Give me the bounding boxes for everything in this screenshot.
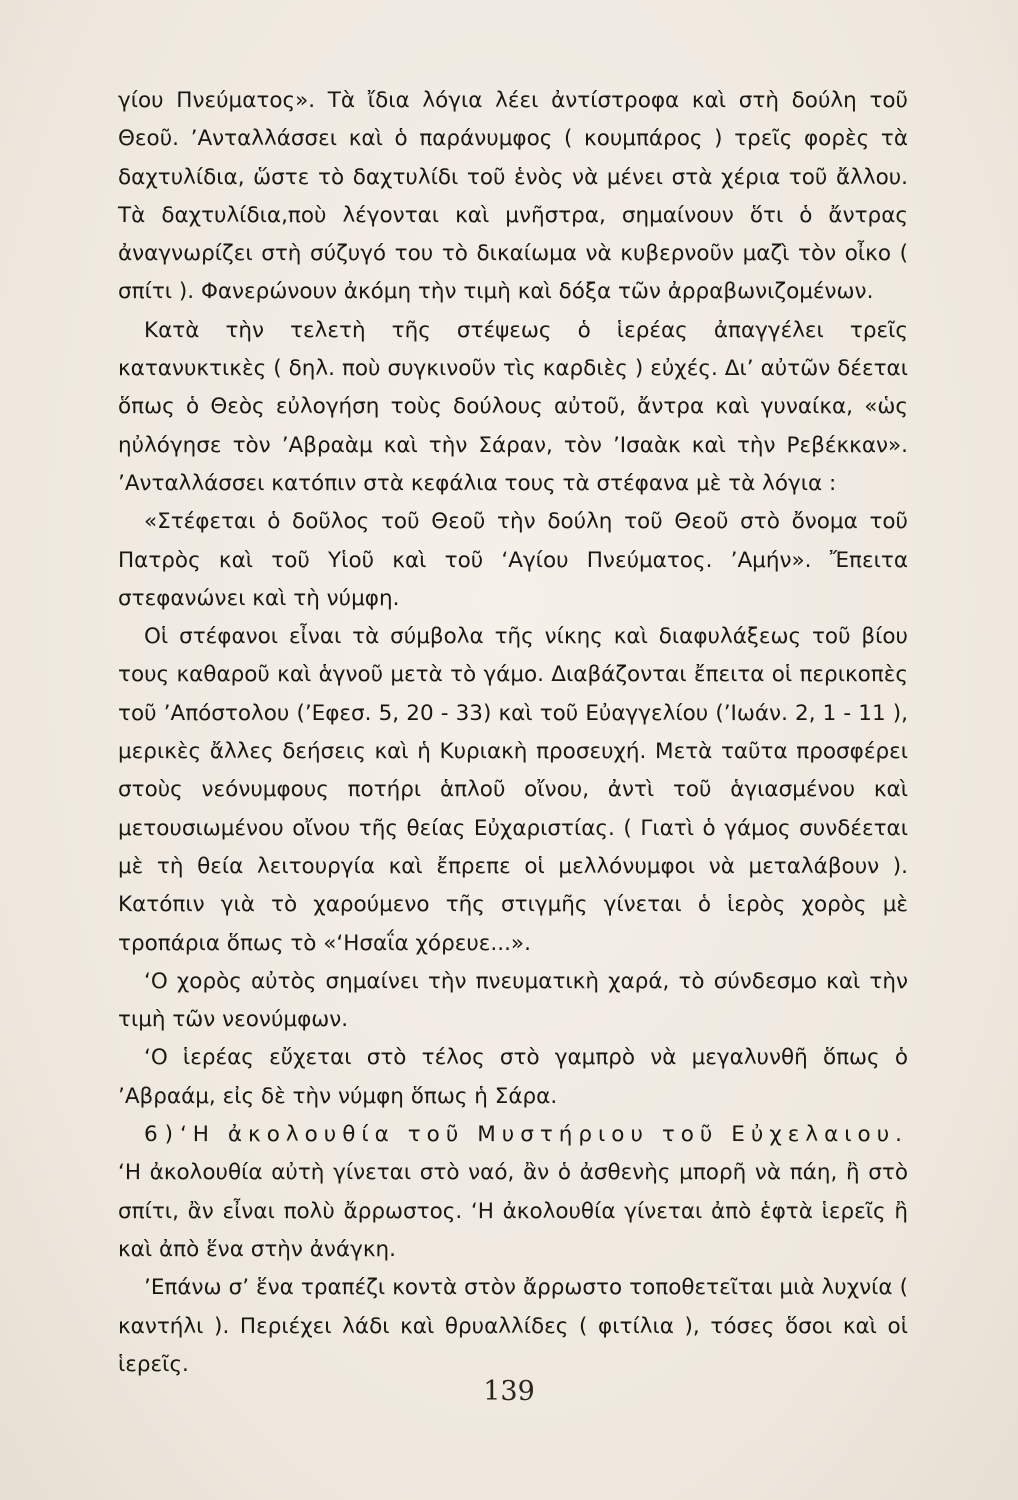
page-number: 139 xyxy=(483,1376,535,1407)
section-heading: ‘Η ἀκολουθία τοῦ Μυστήριου τοῦ Εὐχελαιου. xyxy=(179,1122,908,1148)
paragraph: «Στέφεται ὁ δοῦλος τοῦ Θεοῦ τὴν δούλη τοῦ Θεοῦ στὸ ὄνομα τοῦ Πατρὸς καὶ τοῦ Υἱοῦ καὶ τοῦ ‘Αγίου Πνεύματος. ’Αμήν». Ἔπειτα στεφανώνει καὶ τὴ νύμφη. xyxy=(118,509,908,611)
paragraph: ’Επάνω σ’ ἕνα τραπέζι κοντὰ στὸν ἄρρωστο τοποθετεῖται μιὰ λυχνία ( καντήλι ). Περιέχει λάδι καὶ θρυαλλίδες ( φιτίλια ), τόσες ὅσοι καὶ οἱ ἱερεῖς. xyxy=(118,1275,908,1377)
paragraph: γίου Πνεύματος». Τὰ ἴδια λόγια λέει ἀντίστροφα καὶ στὴ δούλη τοῦ Θεοῦ. ’Ανταλλάσσει καὶ ὁ παράνυμφος ( κουμπάρος ) τρεῖς φορὲς τὰ δαχτυλίδια, ὥστε τὸ δαχτυλίδι τοῦ ἑνὸς νὰ μένει στὰ χέρια τοῦ ἄλλου. Τὰ δαχτυλίδια,ποὺ λέγονται καὶ μνῆστρα, σημαίνουν ὅτι ὁ ἄντρας ἀναγνωρίζει στὴ σύζυγό του τὸ δικαίωμα νὰ κυβερνοῦν μαζὶ τὸν οἶκο ( σπίτι ). Φανερώνουν ἀκόμη τὴν τιμὴ καὶ δόξα τῶν ἀρραβωνιζομένων. xyxy=(118,88,908,305)
paragraph: ‘Ο ἱερέας εὔχεται στὸ τέλος στὸ γαμπρὸ νὰ μεγαλυνθῆ ὅπως ὁ ’Αβραάμ, εἰς δὲ τὴν νύμφη ὅπως ἡ Σάρα. xyxy=(118,1045,908,1109)
paragraph: ‘Ο χορὸς αὐτὸς σημαίνει τὴν πνευματικὴ χαρά, τὸ σύνδεσμο καὶ τὴν τιμὴ τῶν νεονύμφων. xyxy=(118,968,908,1033)
paragraph: Κατὰ τὴν τελετὴ τῆς στέψεως ὁ ἱερέας ἀπαγγέλει τρεῖς κατανυκτικὲς ( δηλ. ποὺ συγκινοῦν τὶς καρδιὲς ) εὐχές. Δι’ αὐτῶν δέεται ὅπως ὁ Θεὸς εὐλογήση τοὺς δούλους αὐτοῦ, ἄντρα καὶ γυναίκα, «ὡς ηὐλόγησε τὸν ’Αβραὰμ καὶ τὴν Σάραν, τὸν ’Ισαὰκ καὶ τὴν Ρεβέκκαν». ’Ανταλλάσσει κατόπιν στὰ κεφάλια τους τὰ στέφανα μὲ τὰ λόγια : xyxy=(118,317,908,496)
section-text: ‘Η ἀκολουθία αὐτὴ γίνεται στὸ ναό, ἂν ὁ ἀσθενὴς μπορῆ νὰ πάη, ἢ στὸ σπίτι, ἂν εἶναι πολὺ ἄρρωστος. ‘Η ἀκολουθία γίνεται ἀπὸ ἑφτὰ ἱερεῖς ἢ καὶ ἀπὸ ἕνα στὴν ἀνάγκη. xyxy=(118,1160,908,1262)
section-paragraph xyxy=(118,1116,908,1269)
paragraph: Οἱ στέφανοι εἶναι τὰ σύμβολα τῆς νίκης καὶ διαφυλάξεως τοῦ βίου τους καθαροῦ καὶ ἁγνοῦ μετὰ τὸ γάμο. Διαβάζονται ἔπειτα οἱ περικοπὲς τοῦ ’Απόστολου (’Εφεσ. 5, 20 - 33) καὶ τοῦ Εὐαγγελίου (’Ιωάν. 2, 1 - 11 ), μερικὲς ἄλλες δεήσεις καὶ ἡ Κυριακὴ προσευχή. Μετὰ ταῦτα προσφέρει στοὺς νεόνυμφους ποτήρι ἁπλοῦ οἴνου, ἀντὶ τοῦ ἁγιασμένου καὶ μετουσιωμένου οἴνου τῆς θείας Εὐχαριστίας. ( Γιατὶ ὁ γάμος συνδέεται μὲ τὴ θεία λειτουργία καὶ ἔπρεπε οἱ μελλόνυμφοι νὰ μεταλάβουν ). Κατόπιν γιὰ τὸ χαρούμενο τῆς στιγμῆς γίνεται ὁ ἱερὸς χορὸς μὲ τροπάρια ὅπως τὸ «‘Ησαΐα χόρευε...». xyxy=(118,624,908,956)
body-text xyxy=(118,82,908,1384)
section-number: 6 ) xyxy=(144,1122,180,1148)
